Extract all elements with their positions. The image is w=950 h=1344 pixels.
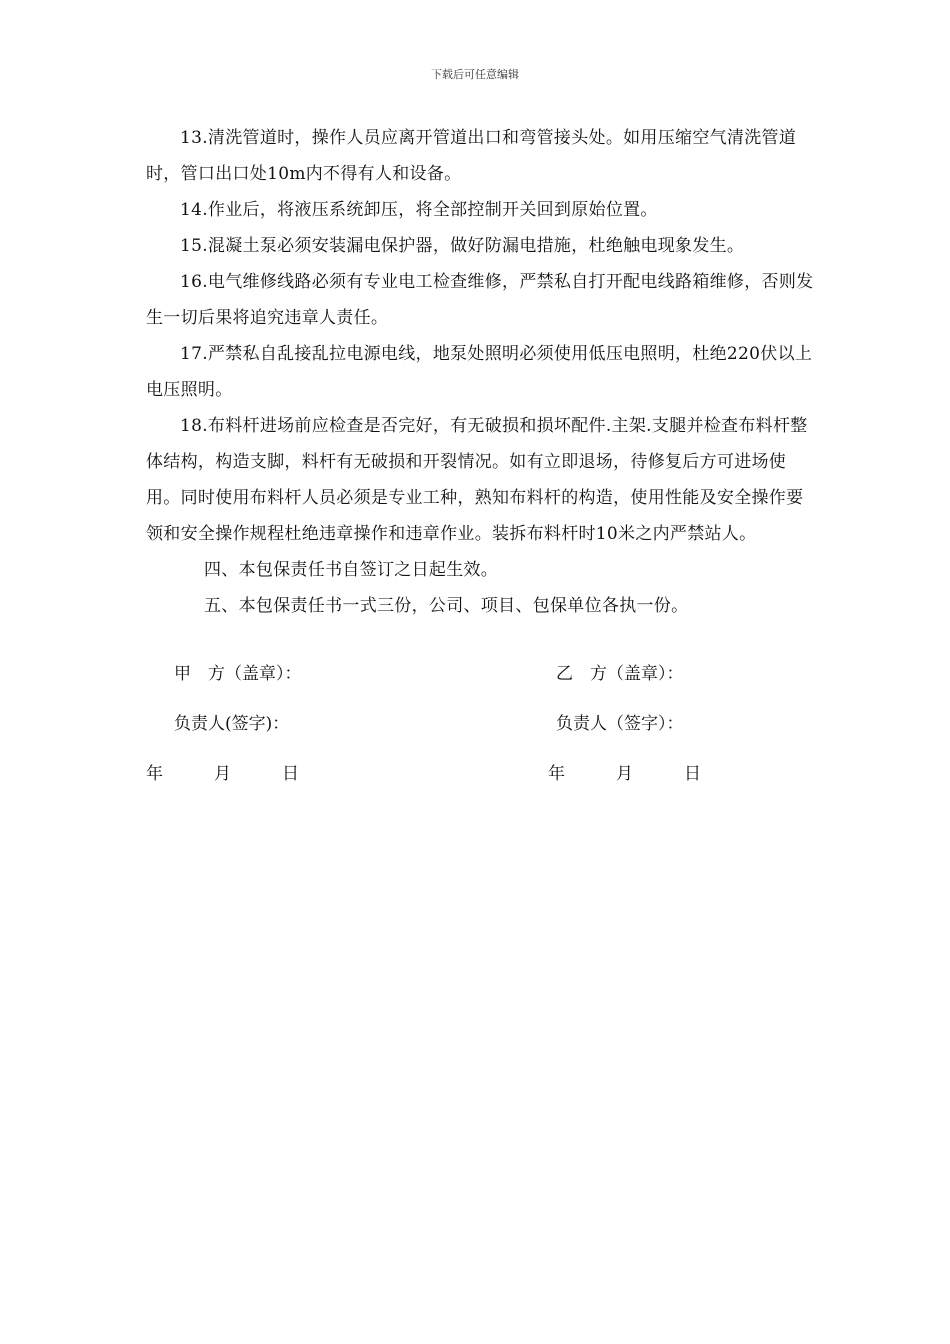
- party-b-seal: 乙 方（盖章）：: [556, 664, 684, 684]
- party-b-date: 年 月 日: [548, 764, 701, 784]
- clause-17: 17.严禁私自乱接乱拉电源电线，地泵处照明必须使用低压电照明，杜绝220伏以上电压照明。: [146, 344, 813, 400]
- section-four: 四、本包保责任书自签订之日起生效。: [204, 560, 499, 580]
- clause-13: 13.清洗管道时，操作人员应离开管道出口和弯管接头处。如用压缩空气清洗管道时，管口出口处10m内不得有人和设备。: [146, 128, 797, 184]
- clause-14: 14.作业后，将液压系统卸压，将全部控制开关回到原始位置。: [180, 200, 658, 220]
- party-a-seal: 甲 方（盖章）：: [174, 664, 302, 684]
- clause-15: 15.混凝土泵必须安装漏电保护器，做好防漏电措施，杜绝触电现象发生。: [180, 236, 745, 256]
- section-five: 五、本包保责任书一式三份，公司、项目、包保单位各执一份。: [204, 596, 689, 616]
- clause-18: 18.布料杆进场前应检查是否完好，有无破损和损坏配件.主架.支腿并检查布料杆整体结构，构造支脚，料杆有无破损和开裂情况。如有立即退场，待修复后方可进场使用。同时使用布料杆人员必须是专业工种，熟知布料杆的构造，使用性能及安全操作要领和安全操作规程杜绝违章操作和违章作业。装拆布料杆时10米之内严禁站人。: [146, 416, 808, 544]
- clause-16: 16.电气维修线路必须有专业电工检查维修，严禁私自打开配电线路箱维修，否则发生一切后果将追究违章人责任。: [146, 272, 814, 328]
- document-body: [146, 120, 816, 624]
- party-b-responsible-signature: 负责人（签字）：: [556, 714, 684, 734]
- party-a-date: 年 月 日: [146, 764, 299, 784]
- header-note: 下载后可任意编辑: [431, 68, 519, 81]
- party-a-responsible-signature: 负责人(签字)：: [174, 714, 290, 734]
